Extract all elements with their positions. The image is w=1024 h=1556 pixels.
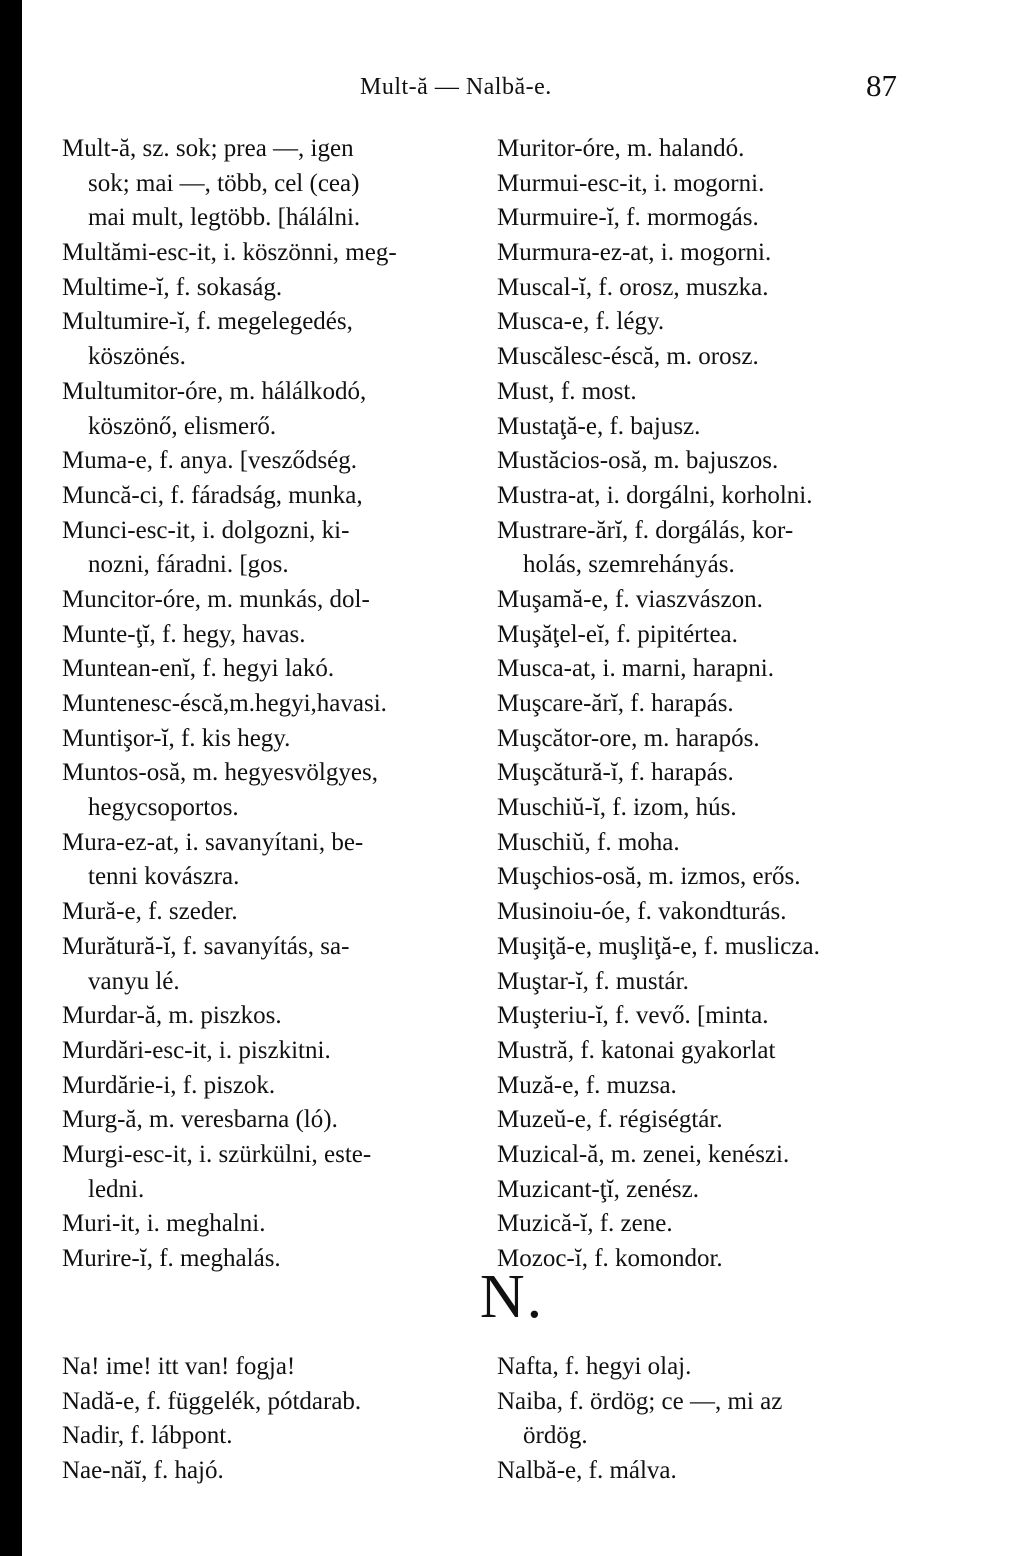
dictionary-line: Murire-ĭ, f. meghalás. [62, 1245, 281, 1272]
dictionary-line: Mustaţă-e, f. bajusz. [497, 412, 701, 440]
dictionary-line: Muntenesc-éscă,m.hegyi,havasi. [62, 690, 387, 717]
dictionary-line: Muşcătură-ĭ, f. harapás. [497, 759, 734, 787]
dictionary-line: vanyu lé. [88, 967, 180, 995]
dictionary-line: Muscal-ĭ, f. orosz, muszka. [497, 273, 769, 301]
dictionary-line: Muşăţel-eĭ, f. pipitértea. [497, 620, 738, 648]
dictionary-line: Naiba, f. ördög; ce —, mi az [497, 1387, 783, 1415]
dictionary-line: Multumitor-óre, m. hálálkodó, [62, 377, 367, 405]
section-right-column [497, 1350, 917, 1489]
dictionary-line: tenni kovászra. [88, 863, 240, 891]
dictionary-line: ördög. [523, 1422, 588, 1450]
dictionary-line: Munte-ţĭ, f. hegy, havas. [62, 620, 306, 648]
dictionary-line: Muncă-ci, f. fáradság, munka, [62, 481, 363, 509]
dictionary-line: Muscălesc-éscă, m. orosz. [497, 343, 759, 371]
running-title: Mult-ă — Nalbă-e. [360, 74, 552, 100]
dictionary-line: Murmui-esc-it, i. mogorni. [497, 169, 765, 197]
dictionary-line: Mustrare-ărĭ, f. dorgálás, kor- [497, 516, 794, 544]
dictionary-line: Muschiŭ-ĭ, f. izom, hús. [497, 794, 737, 822]
dictionary-line: ledni. [88, 1175, 145, 1203]
dictionary-line: Nafta, f. hegyi olaj. [497, 1353, 692, 1380]
dictionary-line: Nalbă-e, f. málva. [497, 1457, 677, 1485]
dictionary-line: Murgi-esc-it, i. szürkülni, este- [62, 1140, 372, 1168]
dictionary-line: Muştar-ĭ, f. mustár. [497, 967, 689, 995]
dictionary-line: Muşamă-e, f. viaszvászon. [497, 585, 763, 613]
dictionary-line: Murg-ă, m. veresbarna (ló). [62, 1106, 338, 1134]
dictionary-line: Nadă-e, f. függelék, pótdarab. [62, 1387, 362, 1415]
dictionary-line: Mură-e, f. szeder. [62, 898, 238, 926]
dictionary-line: Na! ime! itt van! fogja! [62, 1353, 296, 1380]
dictionary-line: Munci-esc-it, i. dolgozni, ki- [62, 516, 350, 544]
dictionary-line: Multumire-ĭ, f. megelegedés, [62, 308, 353, 336]
dictionary-line: Murmuire-ĭ, f. mormogás. [497, 204, 759, 232]
dictionary-line: Musca-at, i. marni, harapni. [497, 655, 774, 683]
dictionary-line: Muritor-óre, m. halandó. [497, 135, 745, 162]
dictionary-line: Muntişor-ĭ, f. kis hegy. [62, 724, 291, 752]
dictionary-line: Muncitor-óre, m. munkás, dol- [62, 585, 370, 613]
dictionary-line: köszönés. [88, 343, 186, 371]
dictionary-line: Multime-ĭ, f. sokaság. [62, 273, 283, 301]
dictionary-line: Muma-e, f. anya. [vesződség. [62, 447, 358, 475]
dictionary-line: Murdar-ă, m. piszkos. [62, 1002, 282, 1030]
dictionary-line: Muri-it, i. meghalni. [62, 1210, 266, 1238]
page-header [0, 68, 1024, 108]
dictionary-line: Muschiŭ, f. moha. [497, 828, 680, 856]
section-left-column [62, 1350, 482, 1489]
dictionary-line: Murdări-esc-it, i. piszkitni. [62, 1036, 331, 1064]
dictionary-line: Murdărie-i, f. piszok. [62, 1071, 276, 1099]
dictionary-line: Muză-e, f. muzsa. [497, 1071, 677, 1099]
dictionary-line: Murătură-ĭ, f. savanyítás, sa- [62, 932, 350, 960]
dictionary-line: Muzicant-ţĭ, zenész. [497, 1175, 699, 1203]
dictionary-line: Mustra-at, i. dorgálni, korholni. [497, 481, 813, 509]
dictionary-line: nozni, fáradni. [gos. [88, 551, 289, 579]
dictionary-line: Nae-năĭ, f. hajó. [62, 1457, 224, 1485]
dictionary-line: köszönő, elismerő. [88, 412, 277, 440]
dictionary-line: Muşteriu-ĭ, f. vevő. [minta. [497, 1002, 769, 1030]
dictionary-line: Muşcare-ărĭ, f. harapás. [497, 690, 734, 717]
dictionary-line: Mustră, f. katonai gyakorlat [497, 1036, 776, 1064]
dictionary-line: Nadir, f. lábpont. [62, 1422, 233, 1450]
section-letter: N. [479, 1263, 545, 1331]
dictionary-line: Muzeŭ-e, f. régiségtár. [497, 1106, 723, 1134]
dictionary-line: Musca-e, f. légy. [497, 308, 665, 336]
dictionary-line: Muzical-ă, m. zenei, kenészi. [497, 1140, 790, 1168]
right-column [497, 132, 917, 1277]
dictionary-line: Mustăcios-osă, m. bajuszos. [497, 447, 779, 475]
dictionary-line: Muşchios-osă, m. izmos, erős. [497, 863, 801, 891]
dictionary-line: Must, f. most. [497, 377, 637, 405]
dictionary-line: Muntos-osă, m. hegyesvölgyes, [62, 759, 378, 787]
dictionary-line: hegycsoportos. [88, 794, 239, 822]
dictionary-line: Muzică-ĭ, f. zene. [497, 1210, 673, 1238]
dictionary-line: Musinoiu-óe, f. vakondturás. [497, 898, 787, 926]
dictionary-line: Muşiţă-e, muşliţă-e, f. muslicza. [497, 932, 820, 960]
dictionary-line: Murmura-ez-at, i. mogorni. [497, 239, 772, 267]
dictionary-line: holás, szemrehányás. [523, 551, 735, 579]
dictionary-line: Multămi-esc-it, i. köszönni, meg- [62, 239, 397, 267]
dictionary-line: Mura-ez-at, i. savanyítani, be- [62, 828, 364, 856]
dictionary-line: mai mult, legtöbb. [hálálni. [88, 204, 361, 232]
dictionary-line: Mozoc-ĭ, f. komondor. [497, 1245, 723, 1272]
dictionary-line: sok; mai —, több, cel (cea) [88, 169, 360, 197]
dictionary-line: Muntean-enĭ, f. hegyi lakó. [62, 655, 335, 683]
page-number: 87 [866, 68, 897, 103]
dictionary-line: Muşcător-ore, m. harapós. [497, 724, 760, 752]
dictionary-line: Mult-ă, sz. sok; prea —, igen [62, 135, 354, 162]
left-column [62, 132, 482, 1277]
